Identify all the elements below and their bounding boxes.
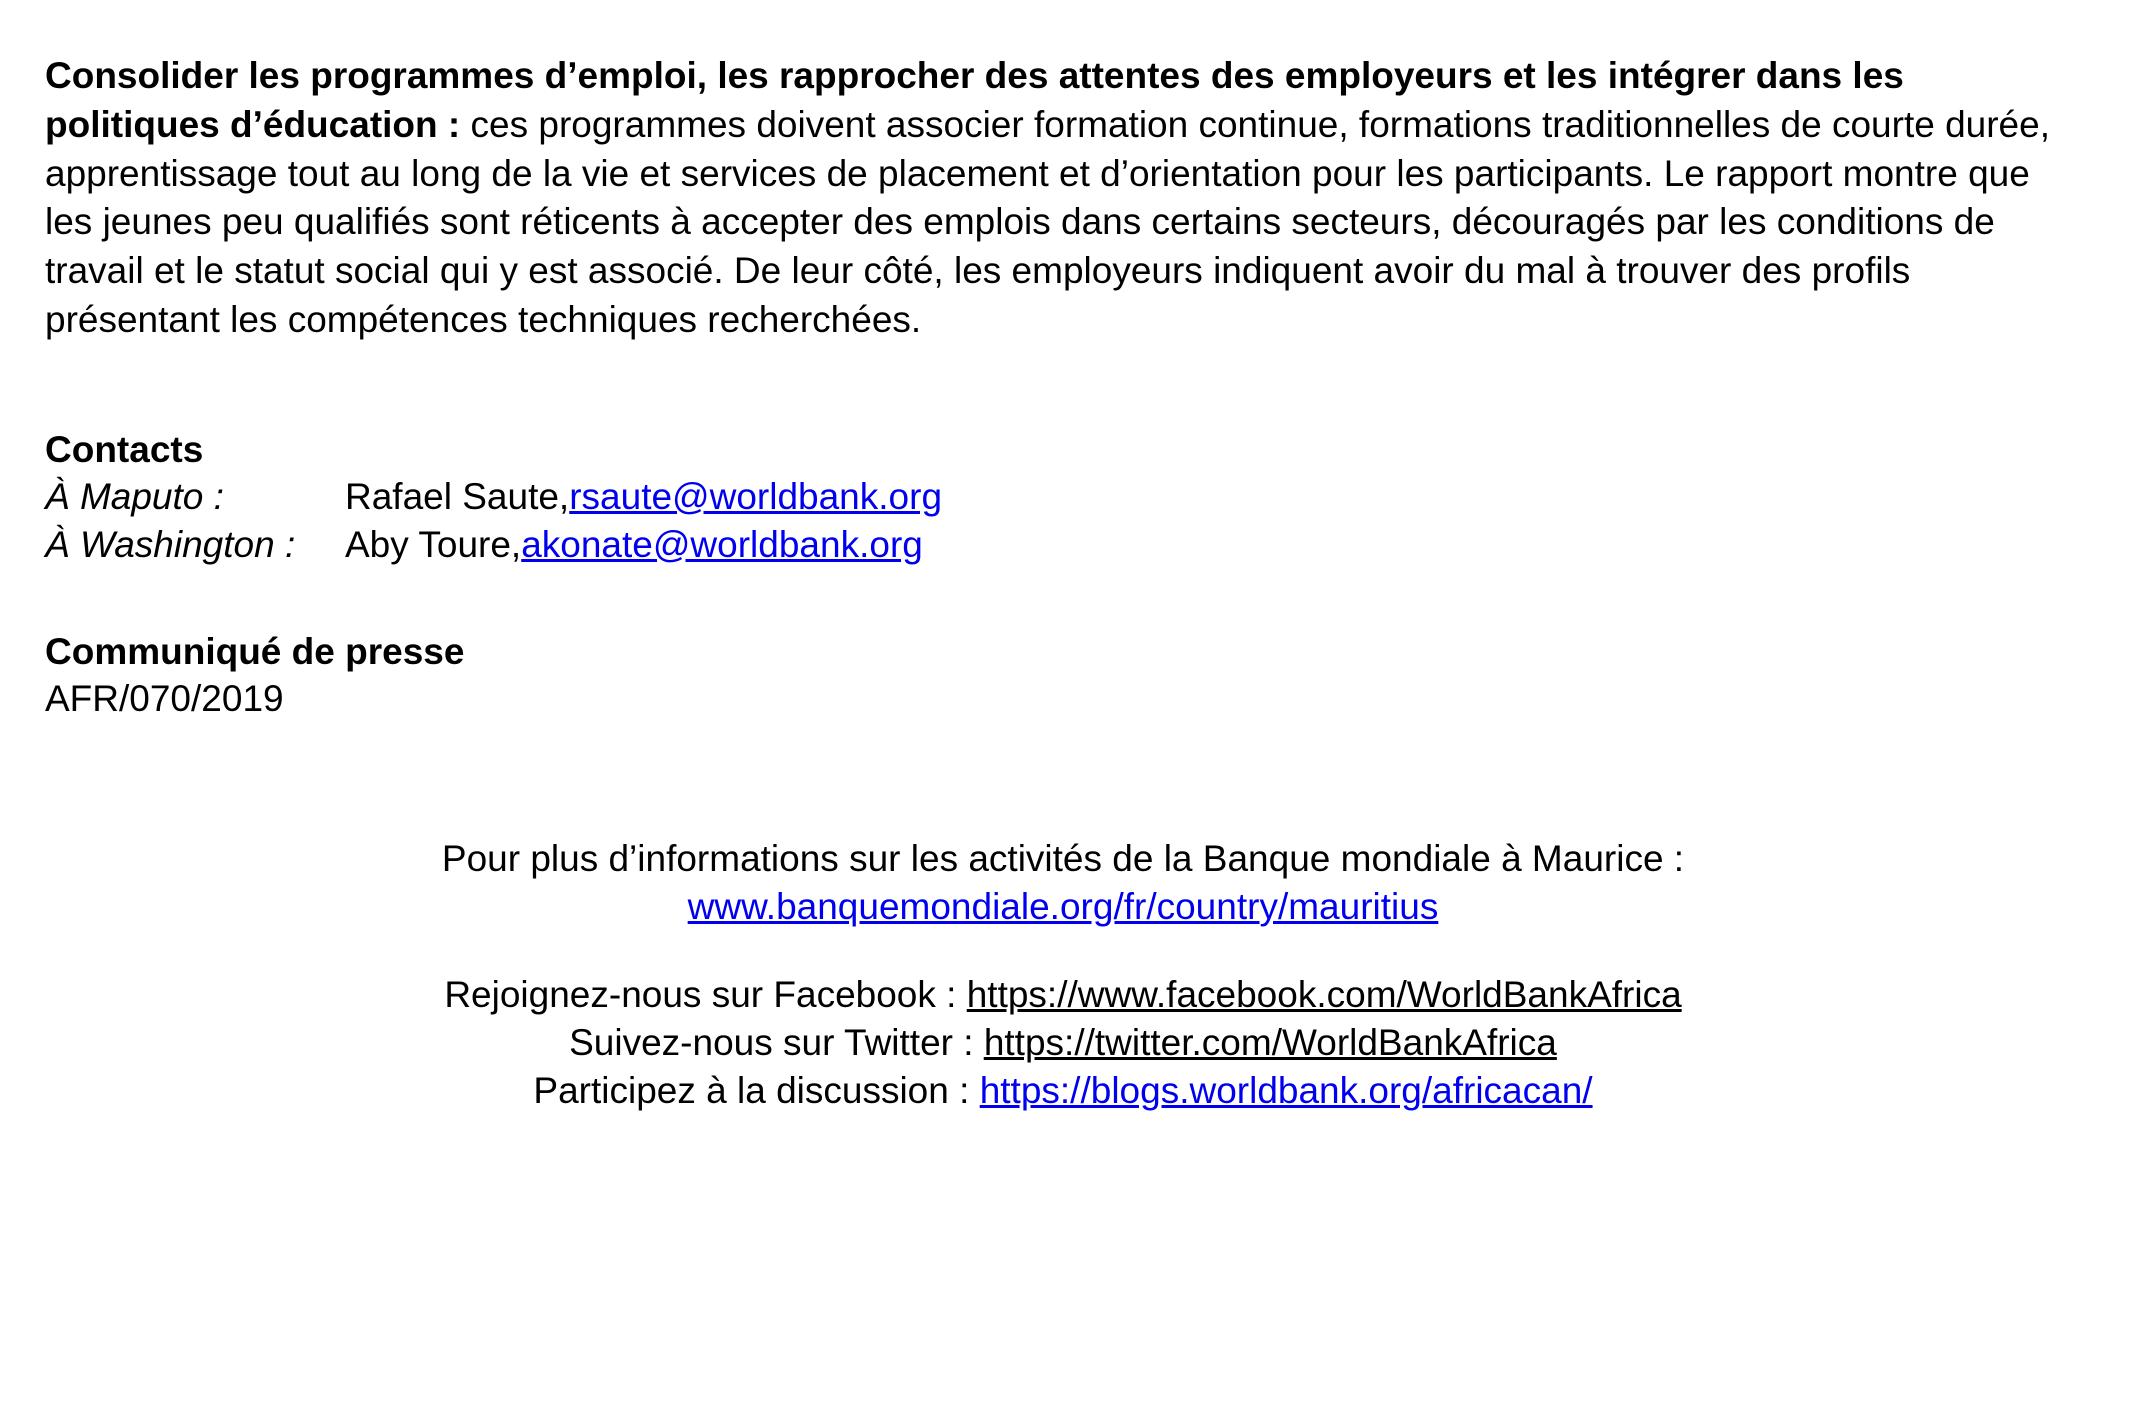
mauritius-country-link[interactable]: www.banquemondiale.org/fr/country/mauritius [687,885,1439,927]
contact-row [45,521,2081,568]
contact-location-label: À Washington : [45,523,296,565]
contact-email-link[interactable]: rsaute@worldbank.org [569,476,943,518]
footer-block [45,835,2081,1115]
press-release-heading: Communiqué de presse [45,630,465,672]
contacts-heading: Contacts [45,428,204,470]
blog-link[interactable]: https://blogs.worldbank.org/africacan/ [979,1070,1593,1112]
facebook-prefix: Rejoignez-nous sur Facebook : [444,973,967,1015]
footer-gap [45,931,2081,971]
press-release-code: AFR/070/2019 [45,678,284,720]
twitter-prefix: Suivez-nous sur Twitter : [569,1021,984,1063]
spacer-after-paragraph [45,345,2081,427]
footer-more-info-link-line [45,883,2081,931]
footer-blog-line [45,1067,2081,1115]
body-paragraph-lead: Consolider les programmes d’emploi, les rapprocher des attentes des employeurs et les intégrer dans les politiques d’éducation : [45,55,1904,145]
contact-email-link[interactable]: akonate@worldbank.org [521,523,923,565]
contact-location-label: À Maputo : [45,476,224,518]
twitter-link[interactable] [984,1022,1557,1063]
body-paragraph-rest: ces programmes doivent associer formation continue, formations traditionnelles de courte durée, apprentissage tout au long de la vie et services de placement et d’orientation pour les participants. Le rapport montre que les jeunes peu qualifiés sont réticents à accepter des emplois dans certains secteurs, découragés par les conditions de travail et le statut social qui y est associé. De leur côté, les employeurs indiquent avoir du mal à trouver des profils présentant les compétences techniques recherchées. [45,103,2050,341]
contact-row [45,473,2081,520]
contact-name: Rafael Saute, [345,476,570,518]
facebook-link[interactable]: https://www.facebook.com/WorldBankAfrica [966,973,1682,1015]
twitter-link-underlined-part: https://twitter.com/ [983,1021,1282,1063]
footer-more-info-text: Pour plus d’informations sur les activités de la Banque mondiale à Maurice : [441,837,1685,879]
contact-name: Aby Toure, [345,523,522,565]
body-paragraph [45,52,2081,345]
footer-twitter-line [45,1019,2081,1067]
spacer-after-contacts [45,568,2081,628]
blog-prefix: Participez à la discussion : [533,1070,980,1112]
twitter-link-plain-part: WorldBankAfrica [1281,1021,1557,1063]
footer-facebook-line [45,971,2081,1019]
